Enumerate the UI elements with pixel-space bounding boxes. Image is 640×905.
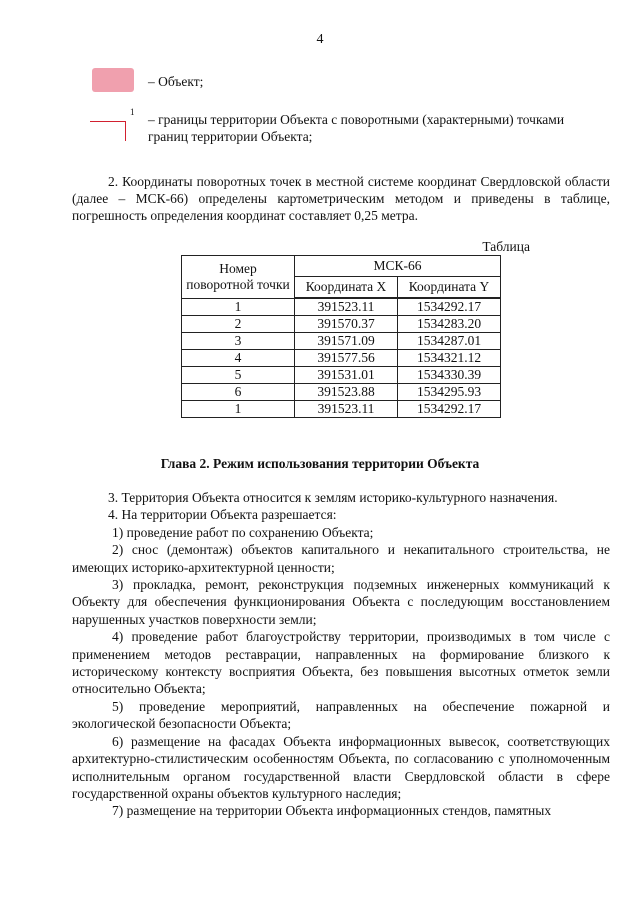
coord-x-cell: 391570.37 (295, 316, 398, 333)
header-coord-y: Координата Y (398, 277, 501, 299)
header-system: МСК-66 (295, 256, 501, 277)
coordinates-table (181, 255, 501, 418)
item-4: 4. На территории Объекта разрешается: (108, 507, 337, 523)
table-row (182, 350, 501, 367)
item-4-1: 1) проведение работ по сохранению Объекта; (112, 524, 374, 540)
coord-y-cell: 1534295.93 (398, 384, 501, 401)
item-4-3: 3) прокладка, ремонт, реконструкция подземных инженерных коммуникаций к Объекту для обеспечения функционирования Объекта с последующим восстановлением нарушенных участков поверхности земли; (72, 577, 610, 627)
table-row (182, 384, 501, 401)
coord-x-cell: 391577.56 (295, 350, 398, 367)
boundary-legend-line (90, 121, 126, 141)
table-row (182, 316, 501, 333)
page-number: 4 (316, 32, 324, 47)
body-text (72, 489, 610, 820)
object-legend-label: – Объект; (148, 74, 204, 89)
coord-y-cell: 1534292.17 (398, 298, 501, 316)
item-3: 3. Территория Объекта относится к землям историко-культурного назначения. (108, 490, 558, 505)
item-4-4: 4) проведение работ благоустройству территории, производимых в том числе с применением методов реставрации, направленных на формирование близкого к историческому контексту восприятия Объекта, без повышения высотных отметок земли относительно Объекта; (72, 629, 610, 697)
coord-x-cell: 391531.01 (295, 367, 398, 384)
chapter-heading: Глава 2. Режим использования территории Объекта (160, 456, 480, 471)
coord-x-cell: 391523.11 (295, 298, 398, 316)
table-caption: Таблица (482, 239, 530, 254)
table-row (182, 298, 501, 316)
header-coord-x: Координата X (295, 277, 398, 299)
table-row (182, 367, 501, 384)
coordinates-table-body (182, 298, 501, 418)
point-number-cell: 2 (182, 316, 295, 333)
coord-x-cell: 391523.11 (295, 401, 398, 418)
coord-y-cell: 1534287.01 (398, 333, 501, 350)
coord-y-cell: 1534292.17 (398, 401, 501, 418)
point-number-cell: 4 (182, 350, 295, 367)
point-number-cell: 6 (182, 384, 295, 401)
table-row (182, 401, 501, 418)
item-4-2: 2) снос (демонтаж) объектов капитального и некапитального строительства, не имеющих историко-архитектурной ценности; (72, 542, 610, 575)
paragraph-2: 2. Координаты поворотных точек в местной системе координат Свердловской области (далее – МСК-66) определены картометрическим методом и приведены в таблице, погрешность определения координат составляет 0,25 метра. (72, 174, 610, 223)
table-row (182, 333, 501, 350)
point-number-cell: 1 (182, 401, 295, 418)
point-number-cell: 3 (182, 333, 295, 350)
item-4-5: 5) проведение мероприятий, направленных на обеспечение пожарной и экологической безопасности Объекта; (72, 698, 610, 732)
header-point-number: Номер поворотной точки (182, 256, 295, 299)
boundary-legend-marker: 1 (130, 107, 135, 117)
point-number-cell: 5 (182, 367, 295, 384)
item-4-7: 7) размещение на территории Объекта информационных стендов, памятных (112, 803, 552, 819)
coord-x-cell: 391571.09 (295, 333, 398, 350)
item-4-6: 6) размещение на фасадах Объекта информационных вывесок, соответствующих архитектурно-стилистическим особенностям Объекта, по согласованию с уполномоченным исполнительным органом государственной власти Свердловской области в сфере государственной охраны объектов культурного наследия; (72, 733, 610, 801)
boundary-legend-label: – границы территории Объекта с поворотными (характерными) точками границ территории Объекта; (148, 112, 565, 144)
object-legend-swatch (92, 68, 134, 92)
coord-x-cell: 391523.88 (295, 384, 398, 401)
coord-y-cell: 1534321.12 (398, 350, 501, 367)
coord-y-cell: 1534283.20 (398, 316, 501, 333)
point-number-cell: 1 (182, 298, 295, 316)
coord-y-cell: 1534330.39 (398, 367, 501, 384)
